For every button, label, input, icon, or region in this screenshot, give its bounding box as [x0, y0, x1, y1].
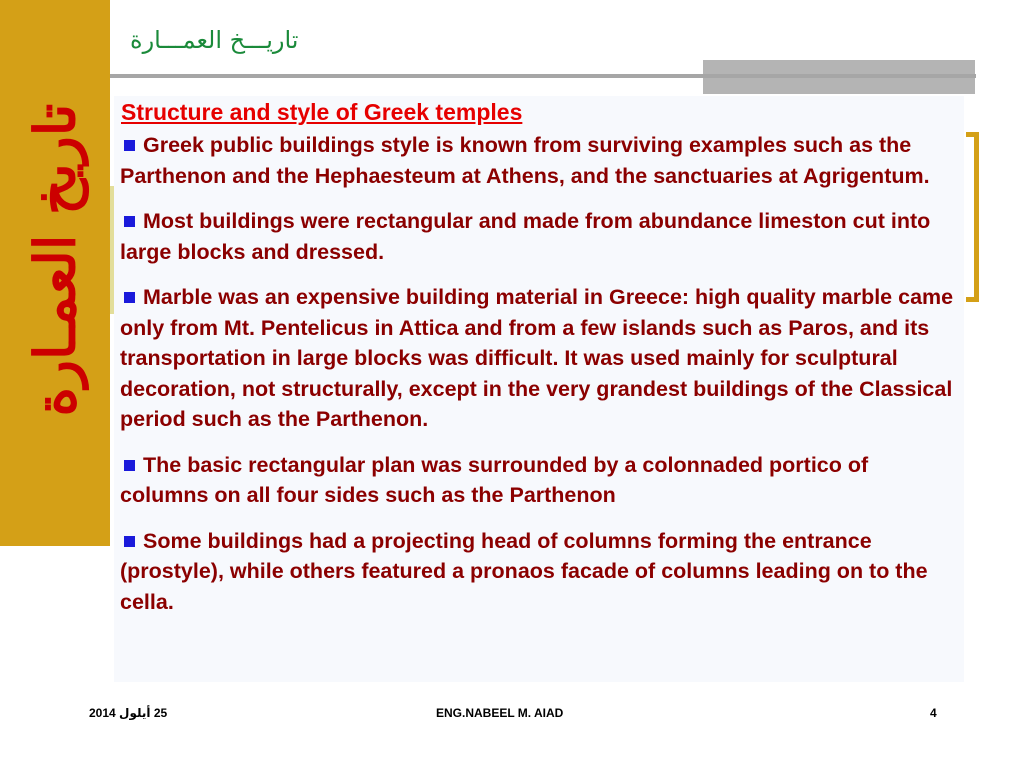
bullet-square-icon — [124, 460, 135, 471]
side-title — [4, 103, 106, 417]
side-title-text: تاريخ العمـارة — [22, 103, 89, 417]
bullet-item — [120, 450, 958, 511]
bullet-item — [120, 130, 958, 191]
header-rule — [110, 74, 976, 78]
bullet-text: The basic rectangular plan was surrounded by a colonnaded portico of columns on all four sides such as the Parthenon — [120, 452, 869, 507]
bullet-item — [120, 206, 958, 267]
bullet-text: Greek public buildings style is known from surviving examples such as the Parthenon and the Hephaesteum at Athens, and the sanctuaries at Agrigentum. — [120, 133, 930, 188]
decorative-bracket — [966, 132, 979, 302]
footer-author: ENG.NABEEL M. AIAD — [436, 706, 564, 720]
bullet-square-icon — [124, 536, 135, 547]
bullet-item — [120, 282, 958, 435]
bullet-square-icon — [124, 140, 135, 151]
bullet-item — [120, 526, 958, 618]
footer-date: 25 أيلول 2014 — [89, 706, 168, 720]
bullet-square-icon — [124, 216, 135, 227]
bullet-square-icon — [124, 292, 135, 303]
bullet-list — [120, 130, 958, 632]
slide-heading: Structure and style of Greek temples — [121, 99, 523, 125]
bullet-text: Some buildings had a projecting head of columns forming the entrance (prostyle), while others featured a pronaos facade of columns leading on to the cella. — [120, 528, 928, 614]
page-number: 4 — [930, 706, 937, 720]
bullet-text: Marble was an expensive building material in Greece: high quality marble came only from Mt. Pentelicus in Attica and from a few islands such as Paros, and its transportation in large blocks was difficult. It was used mainly for sculptural decoration, not structurally, except in the very grandest buildings of the Classical period such as the Parthenon. — [120, 285, 954, 431]
header-title: تاريـــخ العمـــارة — [130, 26, 299, 54]
bullet-text: Most buildings were rectangular and made from abundance limeston cut into large blocks and dressed. — [120, 209, 931, 264]
